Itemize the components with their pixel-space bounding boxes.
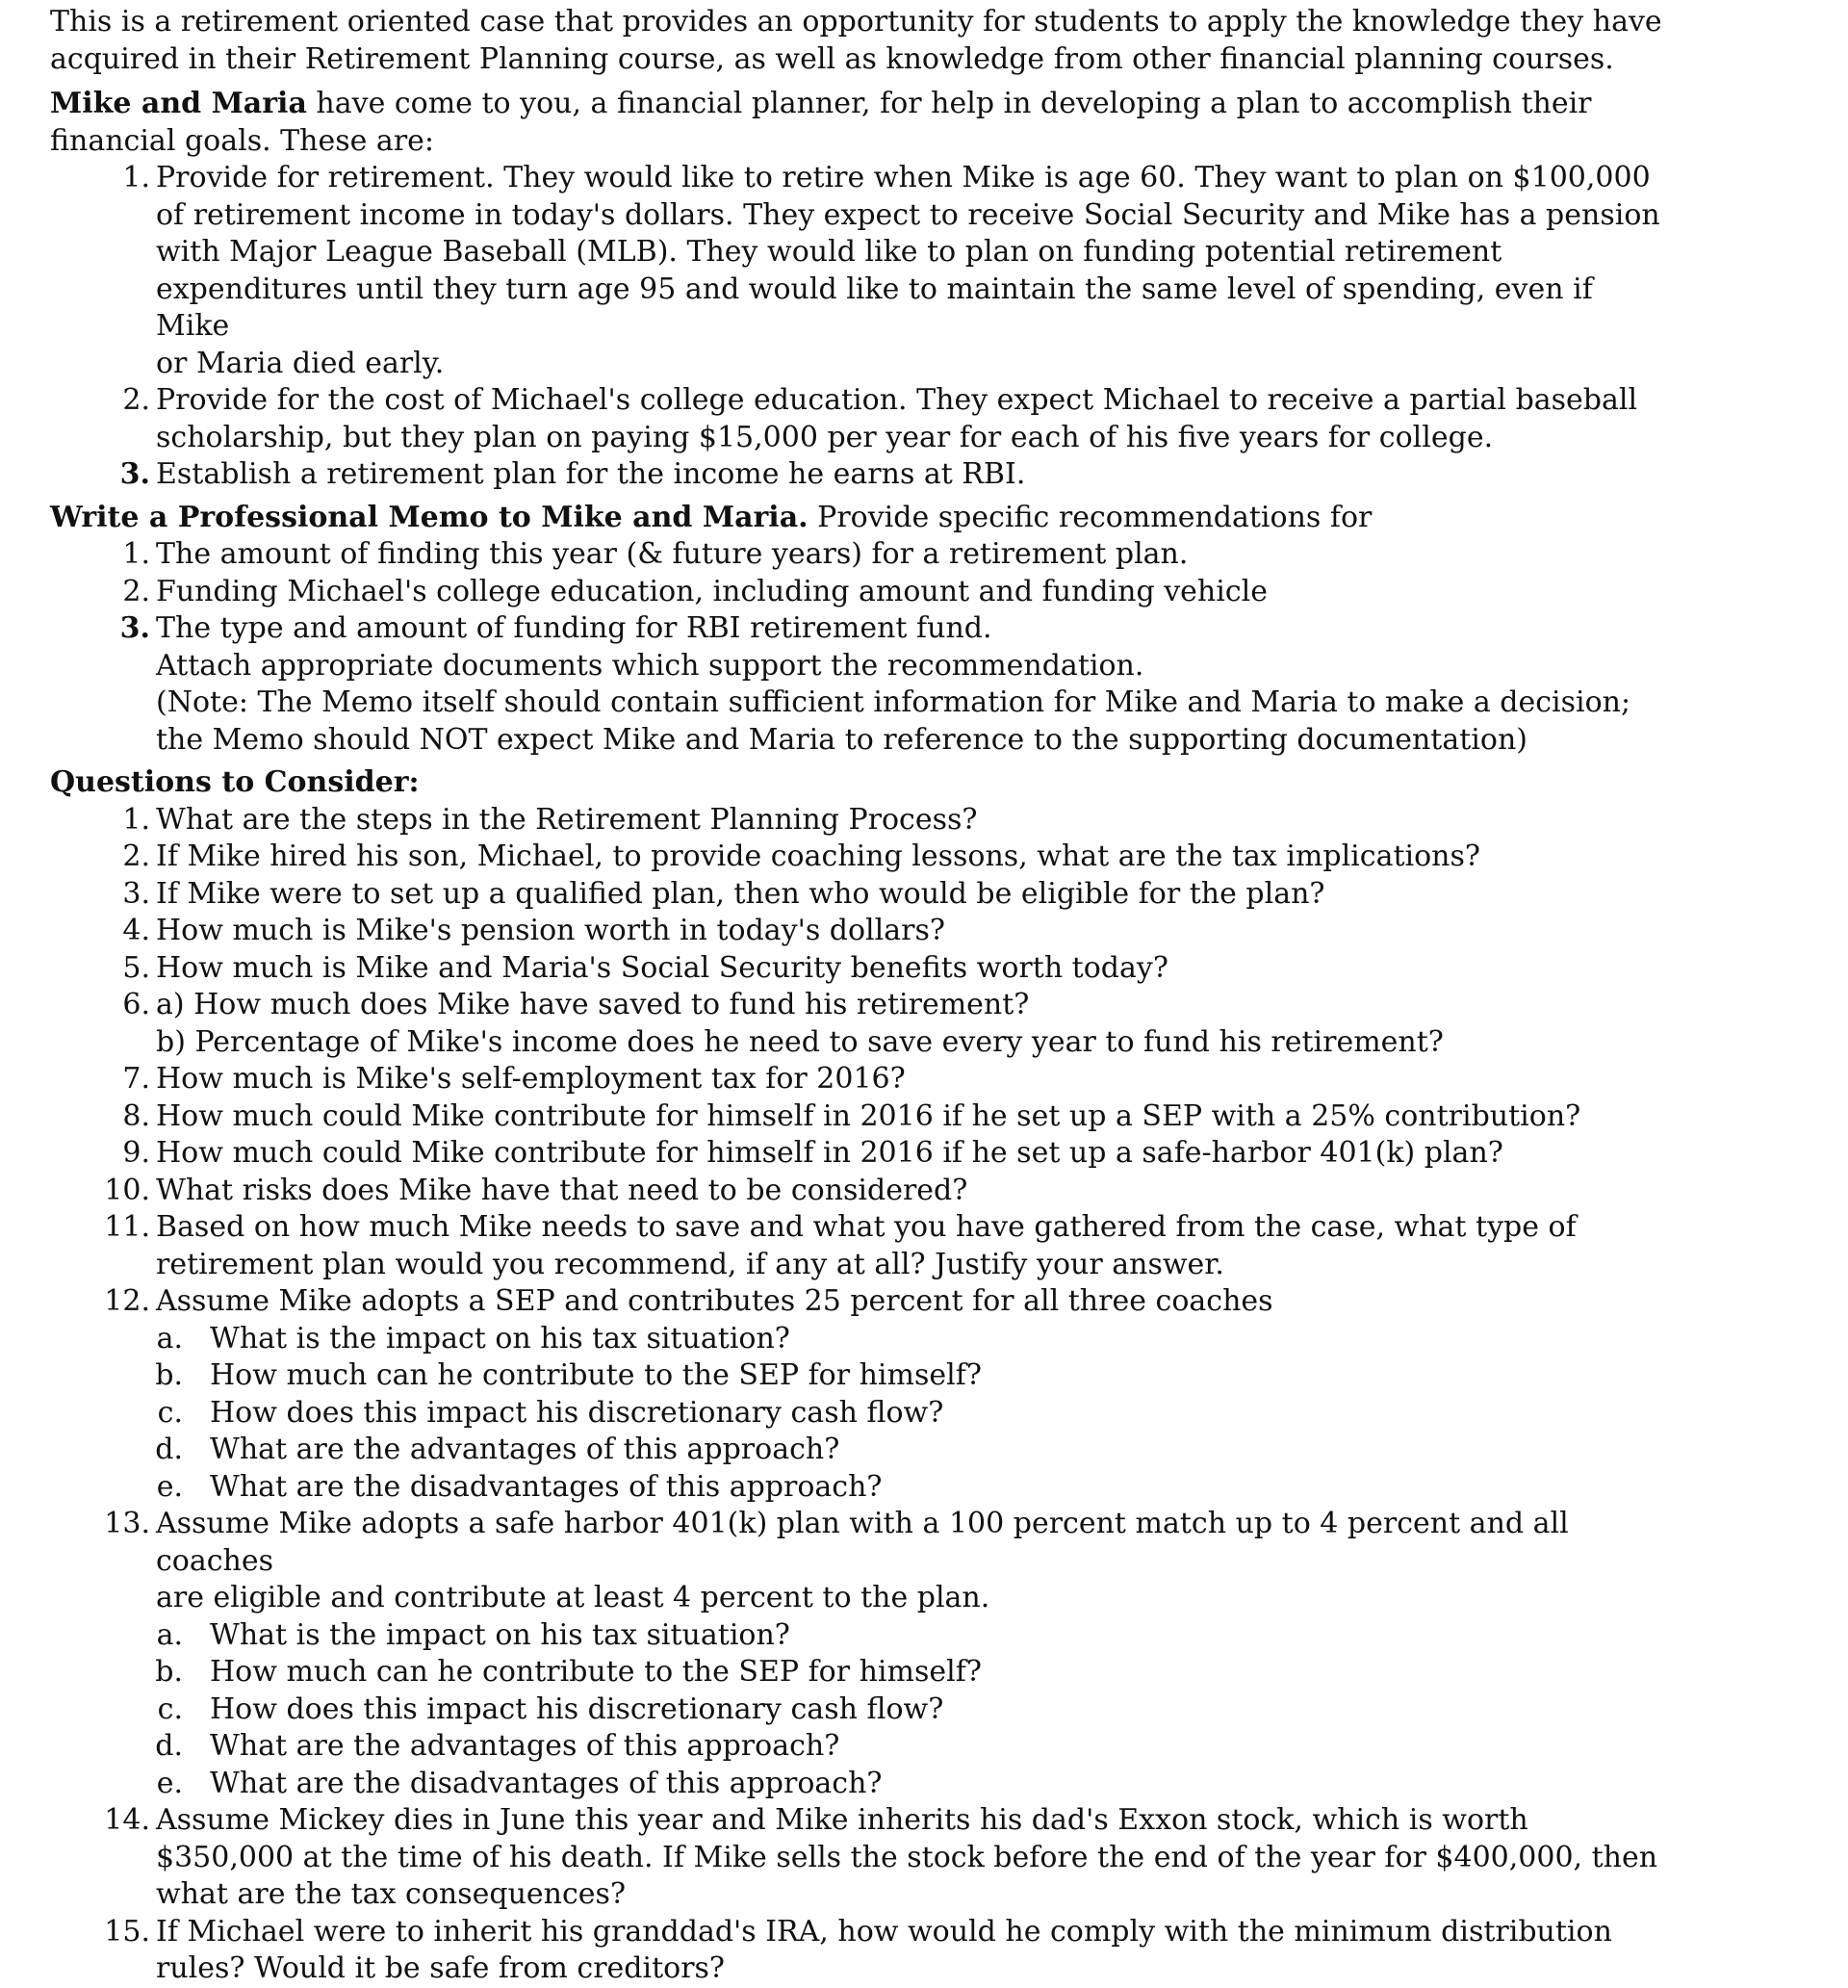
sub-text: What are the advantages of this approach? (210, 1433, 840, 1466)
question-line: Based on how much Mike needs to save and what you have gathered from the case, what type of (156, 1210, 1577, 1244)
sub-question (50, 1691, 1675, 1729)
question-line: are eligible and contribute at least 4 percent to the plan. (156, 1581, 990, 1614)
sub-question (50, 1432, 1675, 1469)
sub-text: How does this impact his discretionary cash flow? (210, 1691, 944, 1726)
memo-item (50, 610, 1675, 648)
question-item (50, 1209, 1675, 1283)
question-line: $350,000 at the time of his death. If Mike sells the stock before the end of the year for $400,000, then (156, 1840, 1658, 1874)
question-number: 13. (104, 1507, 150, 1540)
memo-number: 1. (122, 537, 150, 571)
question-number: 4. (122, 914, 150, 947)
sub-text: What is the impact on his tax situation? (210, 1617, 790, 1652)
goal-text (156, 456, 1675, 494)
question-text: What are the steps in the Retirement Planning Process? (156, 802, 978, 837)
question-part: b) Percentage of Mike's income does he need to save every year to fund his retirement? (156, 1024, 1444, 1059)
question-item (50, 1506, 1675, 1617)
question-text: What risks does Mike have that need to be considered? (156, 1173, 968, 1207)
question-text (156, 1914, 1675, 1988)
question-number: 3. (122, 876, 150, 911)
intro-line: This is a retirement oriented case that provides an opportunity for students to apply the knowledge they have (50, 5, 1662, 39)
question-number: 11. (104, 1210, 150, 1244)
question-text (156, 1506, 1675, 1617)
memo-heading-rest: Provide specific recommendations for (808, 500, 1373, 534)
goals-lead (50, 86, 1675, 123)
question-text: How much could Mike contribute for himself in 2016 if he set up a safe-harbor 401(k) plan? (156, 1136, 1503, 1170)
question-line: rules? Would it be safe from creditors? (156, 1951, 726, 1985)
question-text: If Mike hired his son, Michael, to provide coaching lessons, what are the tax implications? (156, 839, 1480, 873)
question-item (50, 876, 1675, 914)
questions-list (50, 802, 1675, 1988)
memo-note: (Note: The Memo itself should contain sufficient information for Mike and Maria to make a decision; (156, 685, 1631, 719)
goal-number: 2. (122, 383, 150, 417)
sub-question (50, 1321, 1675, 1358)
memo-number: 3. (119, 611, 150, 645)
goal-item (50, 160, 1675, 382)
memo-attach: Attach appropriate documents which support the recommendation. (156, 648, 1144, 683)
goal-line: with Major League Baseball (MLB). They would like to plan on funding potential retirement (156, 235, 1502, 269)
question-number: 9. (122, 1136, 150, 1170)
question-item (50, 1914, 1675, 1988)
memo-note: the Memo should NOT expect Mike and Maria to reference to the supporting documentation) (156, 722, 1527, 757)
question-item (50, 913, 1675, 950)
sub-letter: d. (155, 1729, 183, 1763)
memo-text: Funding Michael's college education, including amount and funding vehicle (156, 574, 1268, 608)
sub-question (50, 1395, 1675, 1433)
memo-number: 2. (122, 574, 150, 608)
sub-letter: c. (157, 1395, 183, 1430)
memo-item (50, 536, 1675, 574)
question-text (156, 1209, 1675, 1283)
question-number: 2. (122, 839, 150, 873)
goal-line: of retirement income in today's dollars. They expect to receive Social Security and Mike has a pension (156, 197, 1660, 232)
question-item (50, 1802, 1675, 1914)
memo-heading (50, 500, 1675, 537)
goal-line: or Maria died early. (156, 346, 445, 380)
sub-question (50, 1654, 1675, 1691)
question-text: How much could Mike contribute for himself in 2016 if he set up a SEP with a 25% contribution? (156, 1098, 1581, 1133)
question-text (156, 987, 1675, 1061)
question-line: Assume Mike adopts a safe harbor 401(k) plan with a 100 percent match up to 4 percent and all coaches (156, 1507, 1569, 1578)
questions-section (50, 764, 1675, 1988)
sub-letter: a. (156, 1321, 183, 1355)
question-line: what are the tax consequences? (156, 1877, 627, 1911)
goals-lead-line2: financial goals. These are: (50, 123, 435, 158)
memo-text: The amount of finding this year (& future years) for a retirement plan. (156, 537, 1189, 571)
question-item (50, 1061, 1675, 1098)
memo-list (50, 536, 1675, 648)
question-text: If Mike were to set up a qualified plan, then who would be eligible for the plan? (156, 876, 1325, 911)
goals-lead-text: have come to you, a financial planner, for help in developing a plan to accomplish their (306, 87, 1592, 120)
question-number: 10. (104, 1173, 150, 1207)
goal-number: 1. (122, 161, 150, 194)
memo-item (50, 574, 1675, 611)
question-line: If Michael were to inherit his granddad's IRA, how would he comply with the minimum distribution (156, 1914, 1612, 1949)
goal-item (50, 456, 1675, 494)
goal-text (156, 160, 1675, 382)
question-text: Assume Mike adopts a SEP and contributes 25 percent for all three coaches (156, 1284, 1273, 1318)
sub-letter: b. (155, 1358, 183, 1392)
question-number: 5. (122, 950, 150, 985)
question-number: 14. (104, 1803, 150, 1837)
question-item (50, 802, 1675, 839)
sub-text: How much can he contribute to the SEP for himself? (210, 1358, 982, 1392)
sub-text: What are the advantages of this approach? (210, 1729, 840, 1763)
goal-line: Provide for the cost of Michael's college education. They expect Michael to receive a partial baseball (156, 383, 1638, 417)
question-text (156, 1802, 1675, 1914)
goals-list (50, 160, 1675, 494)
goal-line: Establish a retirement plan for the income he earns at RBI. (156, 457, 1026, 491)
question-item (50, 1135, 1675, 1173)
question-item (50, 1173, 1675, 1210)
question-item (50, 987, 1675, 1061)
sub-text: What are the disadvantages of this approach? (210, 1469, 883, 1504)
questions-heading: Questions to Consider: (50, 765, 420, 799)
sub-question (50, 1357, 1675, 1395)
sub-letter: c. (157, 1691, 183, 1726)
sub-letter: e. (156, 1469, 183, 1504)
question-number: 12. (104, 1284, 150, 1318)
question-item (50, 1283, 1675, 1321)
sub-question (50, 1728, 1675, 1766)
question-text: How much is Mike's self-employment tax for 2016? (156, 1062, 906, 1096)
question-number: 6. (122, 988, 150, 1021)
goals-section (50, 86, 1675, 494)
question-number: 7. (122, 1062, 150, 1096)
sub-question (50, 1617, 1675, 1655)
question-text: How much is Mike's pension worth in today's dollars? (156, 914, 945, 947)
question-item (50, 950, 1675, 988)
sub-letter: b. (155, 1655, 183, 1689)
sub-text: What is the impact on his tax situation? (210, 1321, 790, 1355)
sub-text: How much can he contribute to the SEP for himself? (210, 1655, 982, 1689)
question-line: retirement plan would you recommend, if any at all? Justify your answer. (156, 1247, 1224, 1281)
sub-text: How does this impact his discretionary cash flow? (210, 1395, 944, 1430)
sub-question (50, 1469, 1675, 1507)
question-line: Assume Mickey dies in June this year and Mike inherits his dad's Exxon stock, which is worth (156, 1803, 1528, 1837)
question-text: How much is Mike and Maria's Social Security benefits worth today? (156, 950, 1168, 985)
intro-paragraph (50, 4, 1675, 78)
question-number: 15. (104, 1914, 150, 1949)
goal-item (50, 382, 1675, 456)
goal-line: Provide for retirement. They would like to retire when Mike is age 60. They want to plan on $100,000 (156, 161, 1651, 194)
sub-letter: a. (156, 1617, 183, 1652)
memo-heading-bold: Write a Professional Memo to Mike and Maria. (50, 500, 808, 534)
question-item (50, 839, 1675, 876)
goal-line: scholarship, but they plan on paying $15,000 per year for each of his five years for college. (156, 420, 1494, 454)
goal-number: 3. (119, 457, 150, 491)
goal-text (156, 382, 1675, 456)
question-item (50, 1098, 1675, 1136)
question-number: 1. (122, 802, 150, 837)
sub-letter: d. (155, 1433, 183, 1466)
memo-text: The type and amount of funding for RBI retirement fund. (156, 611, 992, 645)
goal-line: expenditures until they turn age 95 and would like to maintain the same level of spending, even if Mike (156, 271, 1593, 343)
intro-line: acquired in their Retirement Planning course, as well as knowledge from other financial planning courses. (50, 41, 1614, 76)
sub-text: What are the disadvantages of this approach? (210, 1766, 883, 1800)
memo-section (50, 500, 1675, 760)
sub-question (50, 1766, 1675, 1803)
question-number: 8. (122, 1098, 150, 1133)
client-names: Mike and Maria (50, 87, 307, 120)
question-part: a) How much does Mike have saved to fund his retirement? (156, 988, 1030, 1021)
sub-letter: e. (156, 1766, 183, 1800)
